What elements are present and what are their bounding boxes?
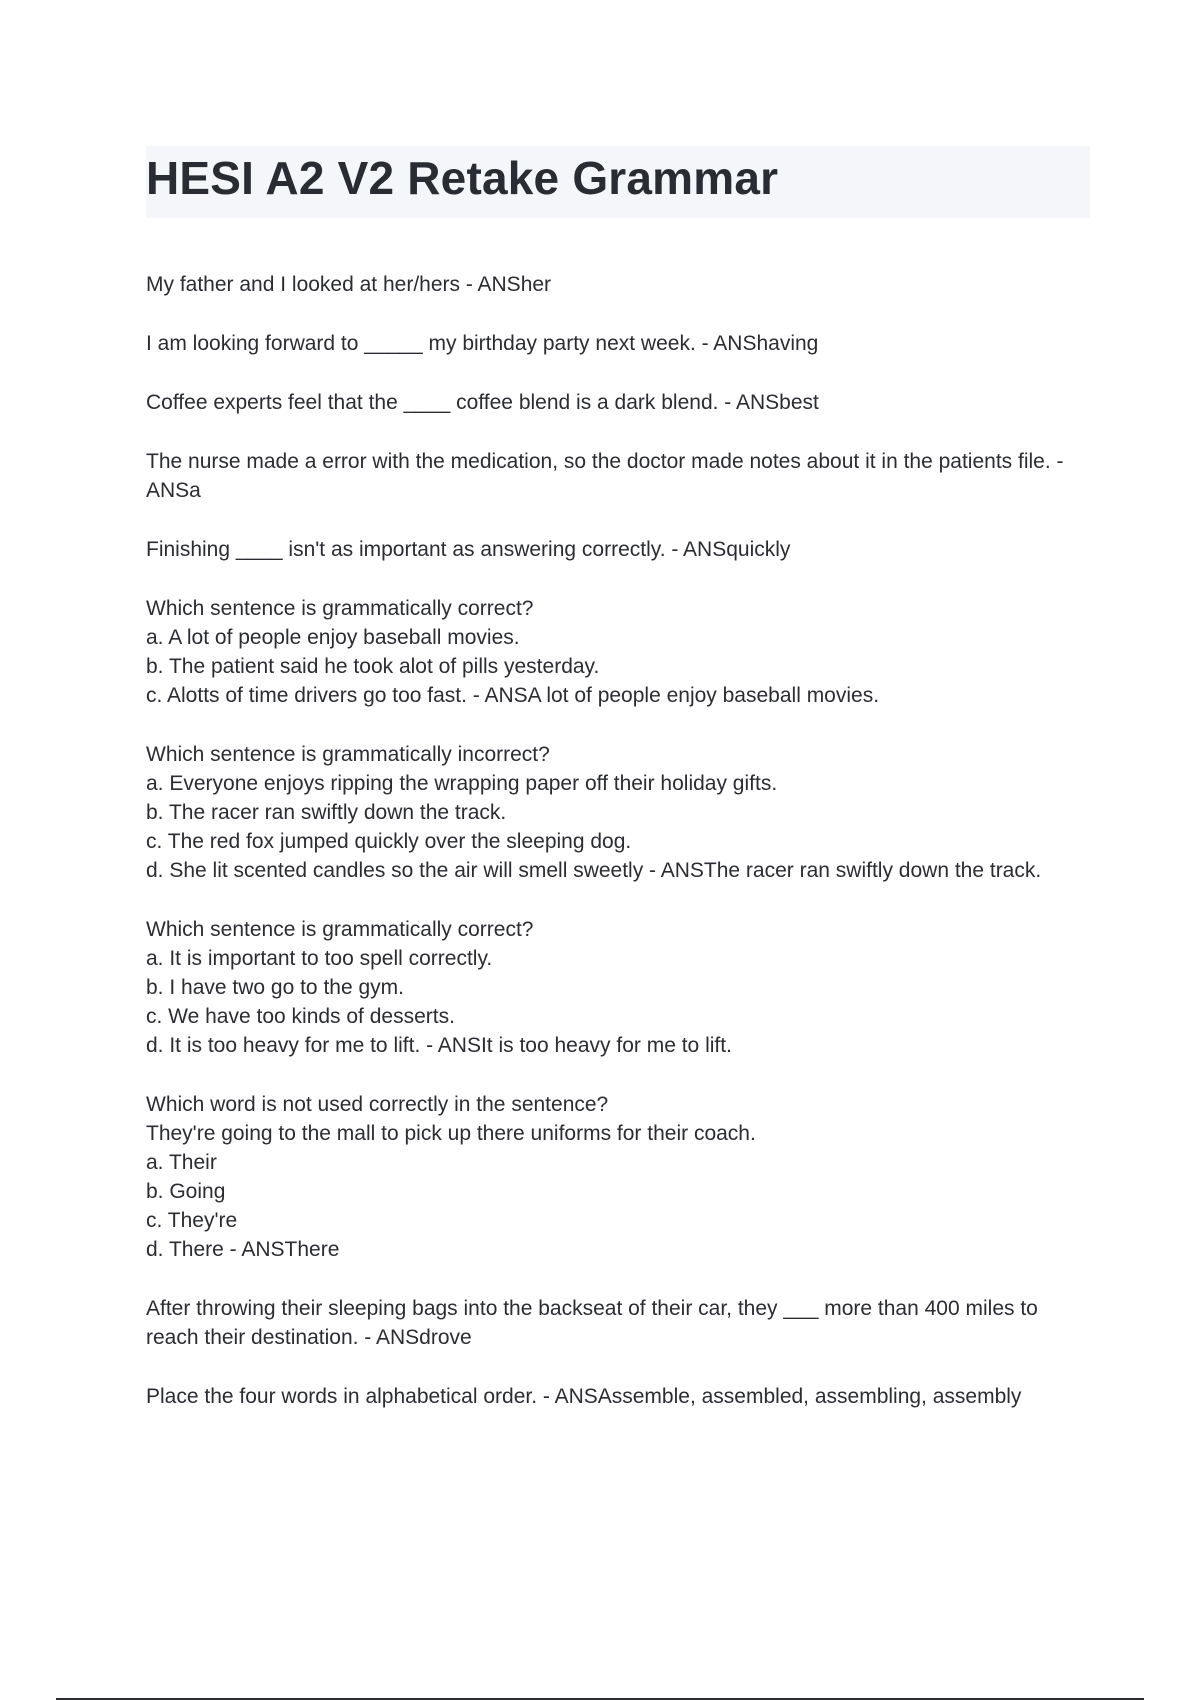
question-item — [146, 915, 1090, 1060]
question-line: b. Going — [146, 1180, 226, 1203]
question-line: a. Their — [146, 1151, 217, 1174]
question-line: b. I have two go to the gym. — [146, 976, 404, 999]
question-item — [146, 447, 1090, 505]
question-line: d. She lit scented candles so the air will smell sweetly - ANSThe racer ran swiftly down the track. — [146, 859, 1042, 882]
question-line: Which sentence is grammatically correct? — [146, 597, 534, 620]
question-line: They're going to the mall to pick up there uniforms for their coach. — [146, 1122, 756, 1145]
question-item — [146, 1382, 1090, 1411]
question-line: c. The red fox jumped quickly over the sleeping dog. — [146, 830, 632, 853]
question-line: c. They're — [146, 1209, 238, 1232]
question-line: a. A lot of people enjoy baseball movies. — [146, 626, 520, 649]
question-item — [146, 388, 1090, 417]
question-line: Which sentence is grammatically incorrect? — [146, 743, 550, 766]
question-line: b. The patient said he took alot of pills yesterday. — [146, 655, 600, 678]
question-line: Finishing ____ isn't as important as answering correctly. - ANSquickly — [146, 538, 791, 561]
question-line: a. Everyone enjoys ripping the wrapping paper off their holiday gifts. — [146, 772, 778, 795]
title-banner — [146, 146, 1090, 218]
question-line: Coffee experts feel that the ____ coffee blend is a dark blend. - ANSbest — [146, 391, 819, 414]
question-line: c. Alotts of time drivers go too fast. - ANSA lot of people enjoy baseball movies. — [146, 684, 880, 707]
document-title: HESI A2 V2 Retake Grammar — [146, 152, 779, 204]
question-line: d. There - ANSThere — [146, 1238, 340, 1261]
question-item — [146, 270, 1090, 299]
question-line: Which word is not used correctly in the sentence? — [146, 1093, 609, 1116]
question-item — [146, 594, 1090, 710]
question-line: d. It is too heavy for me to lift. - ANSIt is too heavy for me to lift. — [146, 1034, 732, 1057]
question-list — [146, 270, 1090, 1441]
question-line: The nurse made a error with the medication, so the doctor made notes about it in the patients file. - ANSa — [146, 450, 1064, 502]
question-line: b. The racer ran swiftly down the track. — [146, 801, 507, 824]
question-item — [146, 1090, 1090, 1264]
question-line: c. We have too kinds of desserts. — [146, 1005, 455, 1028]
question-item — [146, 1294, 1090, 1352]
question-line: My father and I looked at her/hers - ANSher — [146, 273, 552, 296]
question-line: Place the four words in alphabetical order. - ANSAssemble, assembled, assembling, assembly — [146, 1385, 1022, 1408]
question-item — [146, 535, 1090, 564]
question-line: a. It is important to too spell correctly. — [146, 947, 493, 970]
question-line: Which sentence is grammatically correct? — [146, 918, 534, 941]
question-line: I am looking forward to _____ my birthday party next week. - ANShaving — [146, 332, 819, 355]
question-item — [146, 329, 1090, 358]
question-line: After throwing their sleeping bags into the backseat of their car, they ___ more than 400 miles to reach their destination. - ANSdrove — [146, 1297, 1038, 1349]
question-item — [146, 740, 1090, 885]
